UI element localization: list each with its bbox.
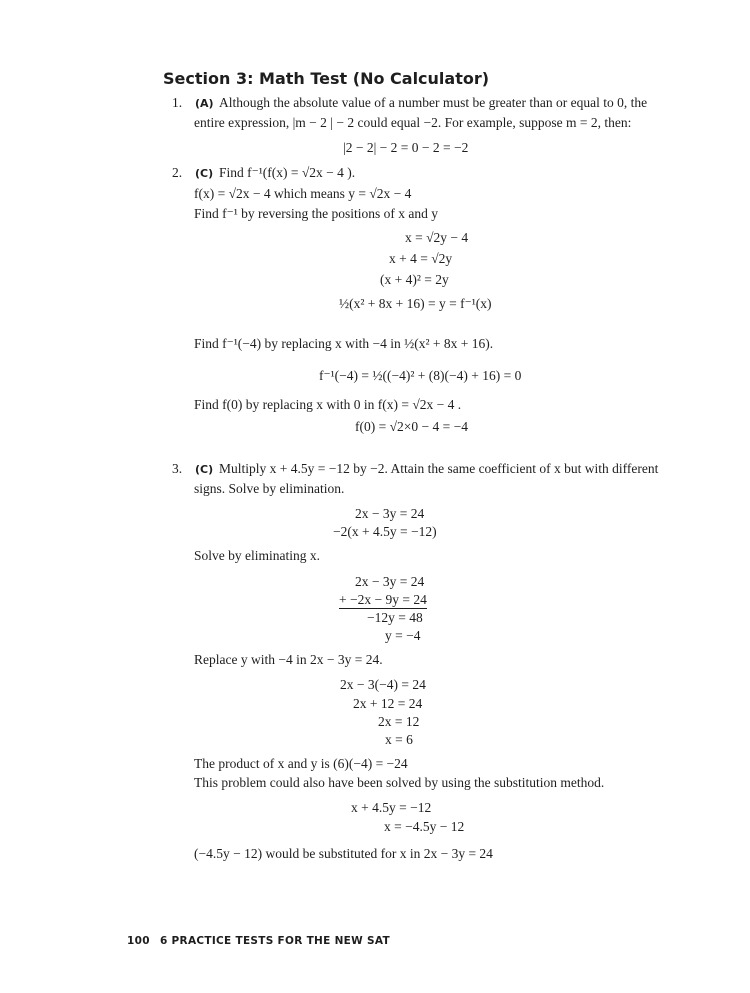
q2-equation-1: x = √2y − 4: [405, 230, 469, 245]
question-2-line1: Find f⁻¹(f(x) = √2x − 4 ).: [219, 165, 356, 180]
q3-substitution-text: (−4.5y − 12) would be substituted for x in 2x − 3y = 24: [194, 846, 493, 861]
question-1-equation: |2 − 2| − 2 = 0 − 2 = −2: [343, 140, 469, 155]
question-1-text-line2: entire expression, |m − 2 | − 2 could equal −2. For example, suppose m = 2, then:: [194, 115, 632, 130]
question-2-number: 2.: [172, 165, 183, 180]
q2-equation-5: f⁻¹(−4) = ½((−4)² + (8)(−4) + 16) = 0: [319, 368, 522, 383]
q3-system1-eq1: 2x − 3y = 24: [355, 506, 425, 521]
question-1-answer: (A): [195, 97, 214, 110]
q3-system2-eq2: [339, 592, 427, 609]
question-3-text-line1: Multiply x + 4.5y = −12 by −2. Attain the same coefficient of x but with different: [219, 461, 659, 476]
question-3-text-line2: signs. Solve by elimination.: [194, 481, 345, 496]
q3-system2-eq2-text: + −2x − 9y = 24: [339, 592, 427, 607]
q2-equation-2: x + 4 = √2y: [389, 251, 453, 266]
q3-step2: 2x + 12 = 24: [353, 696, 423, 711]
q3-sub-eq2: x = −4.5y − 12: [384, 819, 465, 834]
book-title: 6 PRACTICE TESTS FOR THE NEW SAT: [160, 935, 390, 947]
q3-step3: 2x = 12: [378, 714, 420, 729]
question-2-line3: Find f⁻¹ by reversing the positions of x and y: [194, 206, 439, 221]
q2-equation-4: ½(x² + 8x + 16) = y = f⁻¹(x): [339, 296, 492, 311]
question-2-answer: (C): [195, 167, 214, 180]
question-1-text-line1: Although the absolute value of a number must be greater than or equal to 0, the: [219, 95, 648, 110]
q3-system2-result2: y = −4: [385, 628, 421, 643]
q3-also-text: This problem could also have been solved by using the substitution method.: [194, 775, 605, 790]
q3-product-text: The product of x and y is (6)(−4) = −24: [194, 756, 408, 771]
page-number: 100: [127, 935, 150, 947]
q3-step1: 2x − 3(−4) = 24: [340, 677, 426, 692]
question-1-number: 1.: [172, 95, 183, 110]
q3-eliminate-text: Solve by eliminating x.: [194, 548, 320, 563]
q3-step4: x = 6: [385, 732, 413, 747]
q3-system2-result1: −12y = 48: [367, 610, 423, 625]
question-3-number: 3.: [172, 461, 183, 476]
q3-system1-eq2: −2(x + 4.5y = −12): [333, 524, 437, 539]
question-3-answer: (C): [195, 463, 214, 476]
section-title: Section 3: Math Test (No Calculator): [163, 69, 490, 88]
q3-sub-eq1: x + 4.5y = −12: [351, 800, 432, 815]
q3-replace-text: Replace y with −4 in 2x − 3y = 24.: [194, 652, 383, 667]
question-2-line2: f(x) = √2x − 4 which means y = √2x − 4: [194, 186, 412, 201]
question-2-line5: Find f(0) by replacing x with 0 in f(x) = √2x − 4 .: [194, 397, 462, 412]
q2-equation-3: (x + 4)² = 2y: [380, 272, 449, 287]
q3-system2-eq1: 2x − 3y = 24: [355, 574, 425, 589]
question-2-line4: Find f⁻¹(−4) by replacing x with −4 in ½(x² + 8x + 16).: [194, 336, 494, 351]
q2-equation-6: f(0) = √2×0 − 4 = −4: [355, 419, 468, 434]
